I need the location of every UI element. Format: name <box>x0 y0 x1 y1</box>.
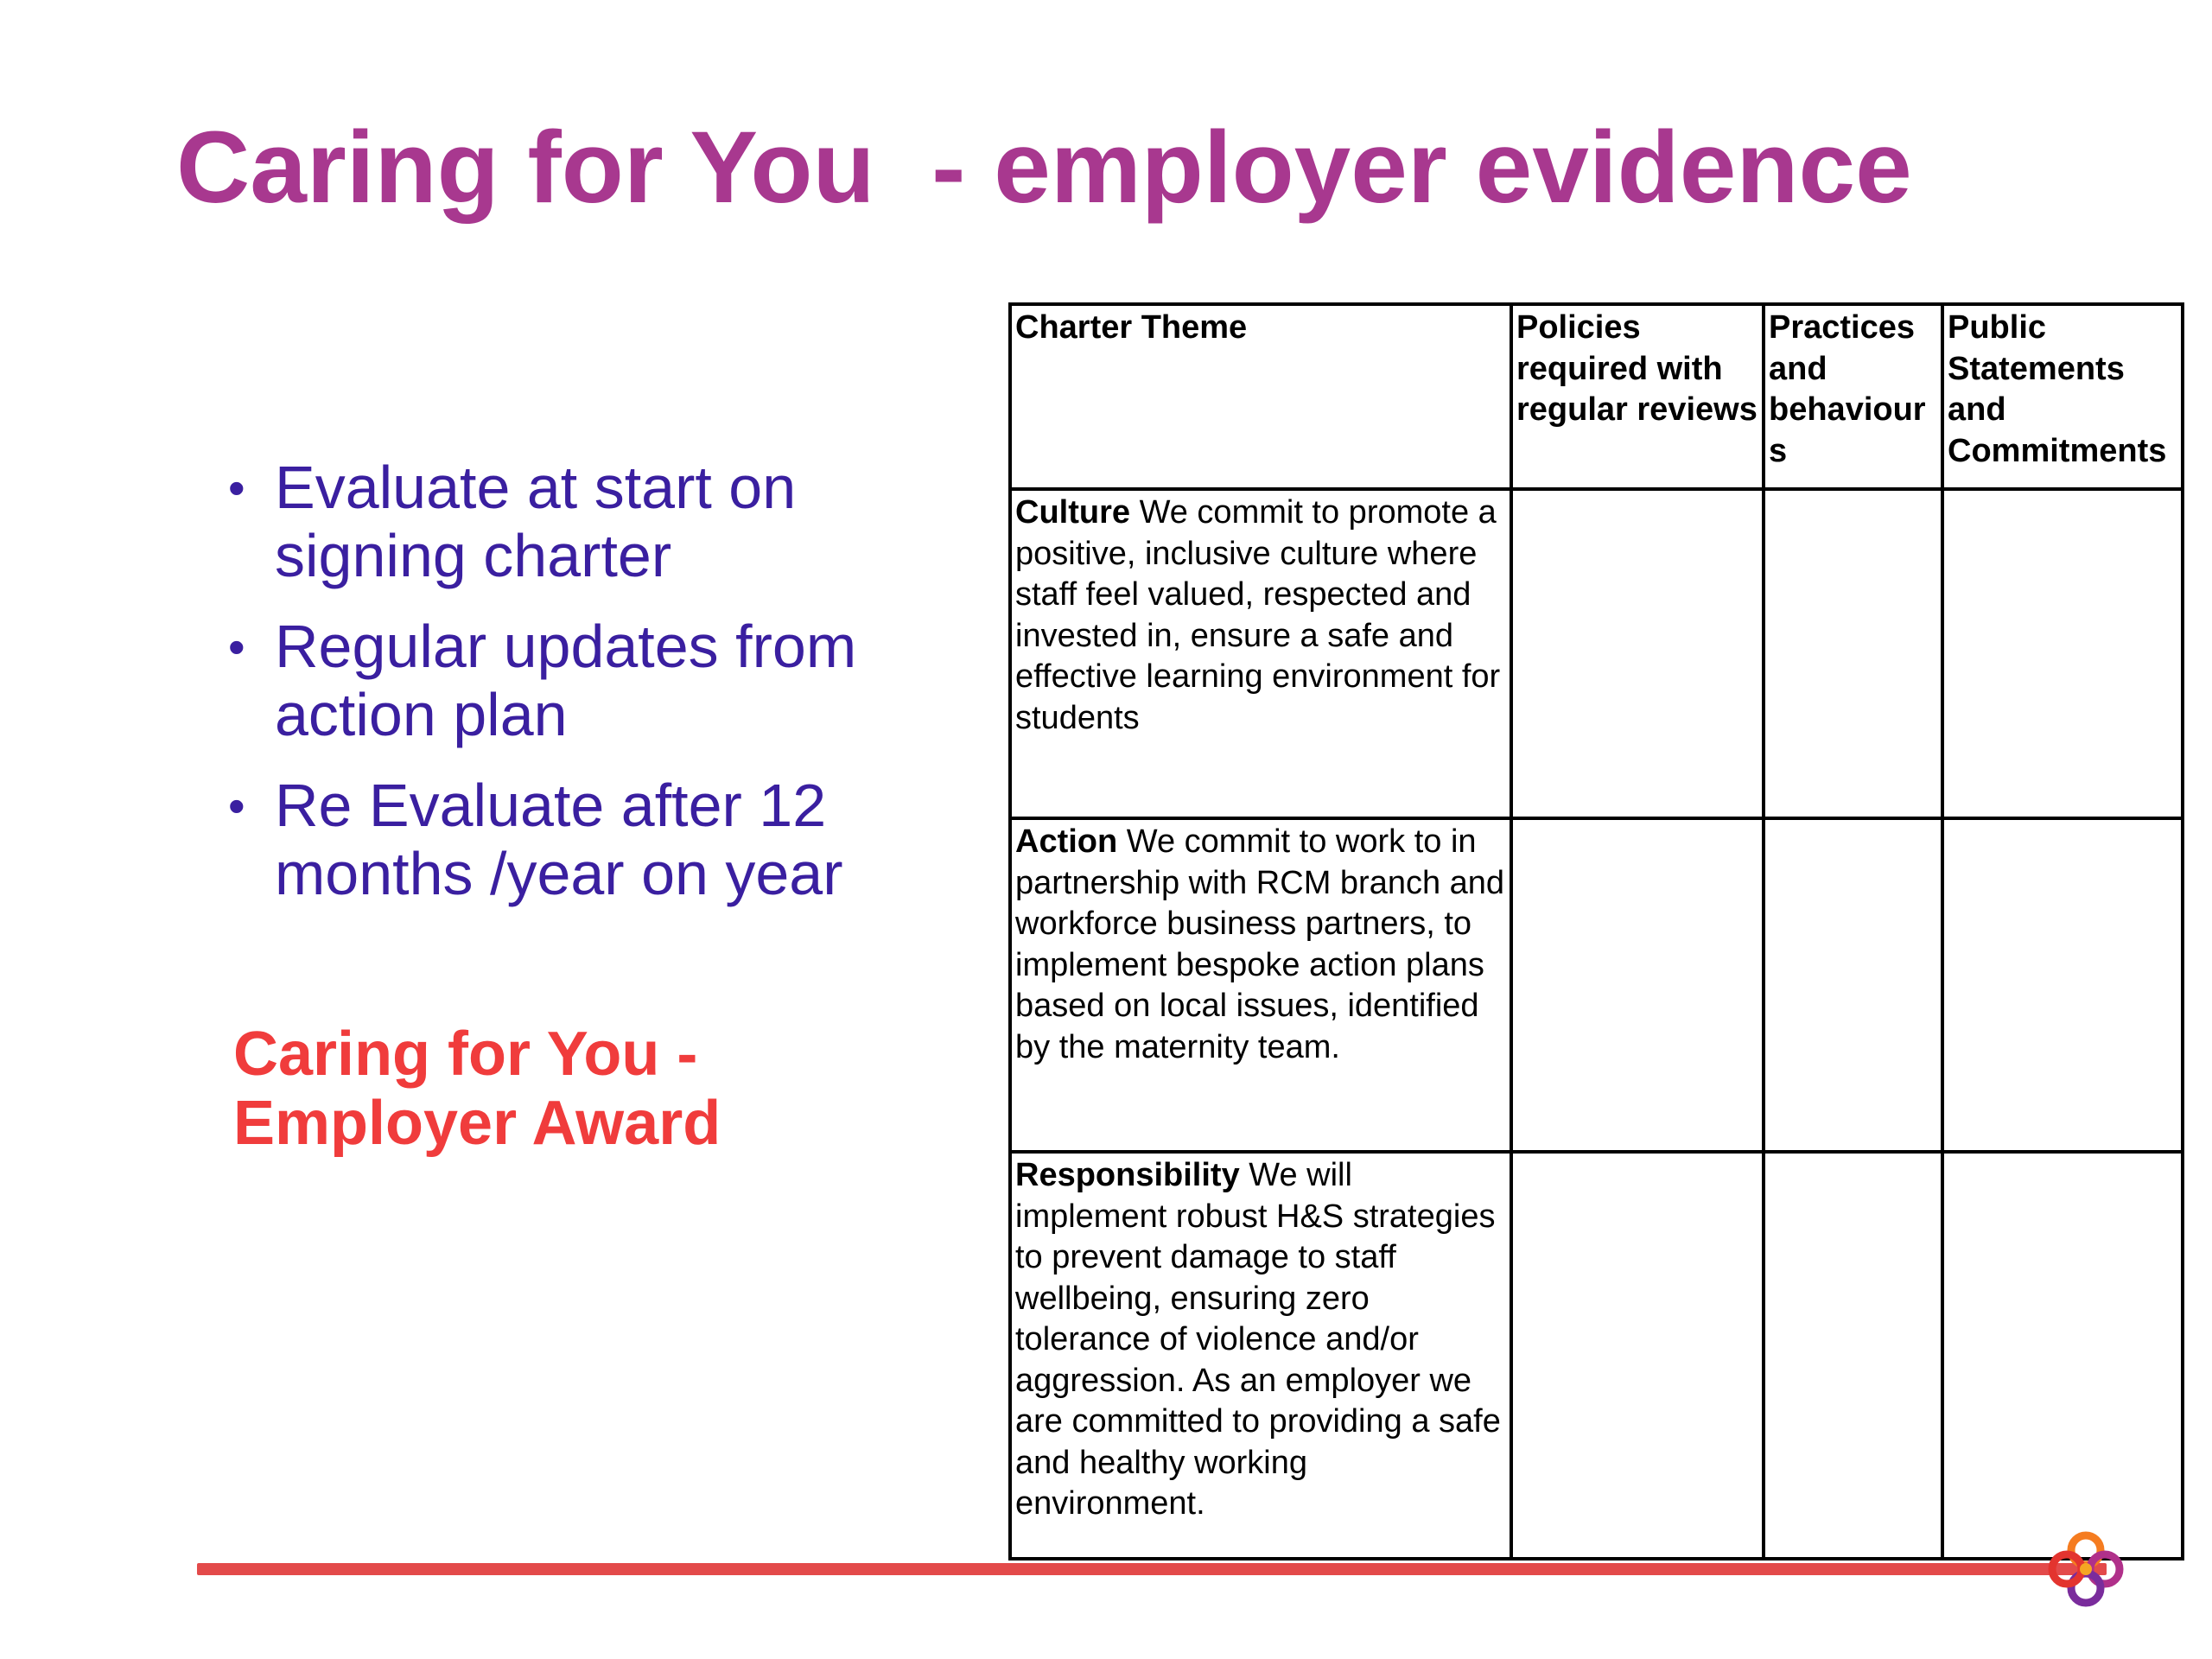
table-header-row <box>1010 304 2183 489</box>
practices-cell <box>1764 1152 1942 1559</box>
bullet-list <box>228 454 937 931</box>
bullet-item <box>228 613 937 749</box>
bullet-dot: • <box>228 779 245 833</box>
policies-cell <box>1511 1152 1764 1559</box>
slide-title: Caring for You - employer evidence <box>176 111 1912 225</box>
bullet-item <box>228 454 937 590</box>
header-policies: Policies required with regular reviews <box>1511 304 1764 489</box>
header-charter-theme: Charter Theme <box>1010 304 1511 489</box>
bullet-item <box>228 772 937 908</box>
public-statements-cell <box>1942 818 2183 1152</box>
theme-cell-responsibility <box>1010 1152 1511 1559</box>
theme-cell-action <box>1010 818 1511 1152</box>
theme-name: Culture <box>1015 494 1130 531</box>
policies-cell <box>1511 818 1764 1152</box>
theme-description: We will implement robust H&S strategies to prevent damage to staff wellbeing, ensuring zero tolerance of violence and/or aggression. As an employer we are committed to providing a safe and healthy working environment. <box>1015 1157 1501 1522</box>
bullet-text: Re Evaluate after 12 months /year on year <box>275 772 843 907</box>
theme-description: We commit to work to in partnership with RCM branch and workforce business partners, to implement bespoke action plans based on local issues, identified by the maternity team. <box>1015 823 1505 1065</box>
public-statements-cell <box>1942 489 2183 818</box>
bullet-dot: • <box>228 461 245 515</box>
bullet-text: Regular updates from action plan <box>275 613 857 748</box>
public-statements-cell <box>1942 1152 2183 1559</box>
header-public-statements: Public Statements and Commitments <box>1942 304 2183 489</box>
practices-cell <box>1764 489 1942 818</box>
practices-cell <box>1764 818 1942 1152</box>
table-row <box>1010 818 2183 1152</box>
rcm-logo-icon <box>2043 1526 2129 1612</box>
bullet-text: Evaluate at start on signing charter <box>275 454 797 589</box>
table-row <box>1010 489 2183 818</box>
bullet-dot: • <box>228 620 245 674</box>
theme-description: We commit to promote a positive, inclusive culture where staff feel valued, respected and invested in, ensure a safe and effective learning environment for students <box>1015 494 1501 736</box>
footer-divider-line <box>197 1563 2107 1575</box>
theme-name: Responsibility <box>1015 1157 1240 1193</box>
policies-cell <box>1511 489 1764 818</box>
award-text: Caring for You - Employer Award <box>233 1020 721 1158</box>
header-practices: Practices and behaviours <box>1764 304 1942 489</box>
theme-name: Action <box>1015 823 1118 860</box>
table-row <box>1010 1152 2183 1559</box>
theme-cell-culture <box>1010 489 1511 818</box>
charter-table <box>1008 302 2184 1560</box>
